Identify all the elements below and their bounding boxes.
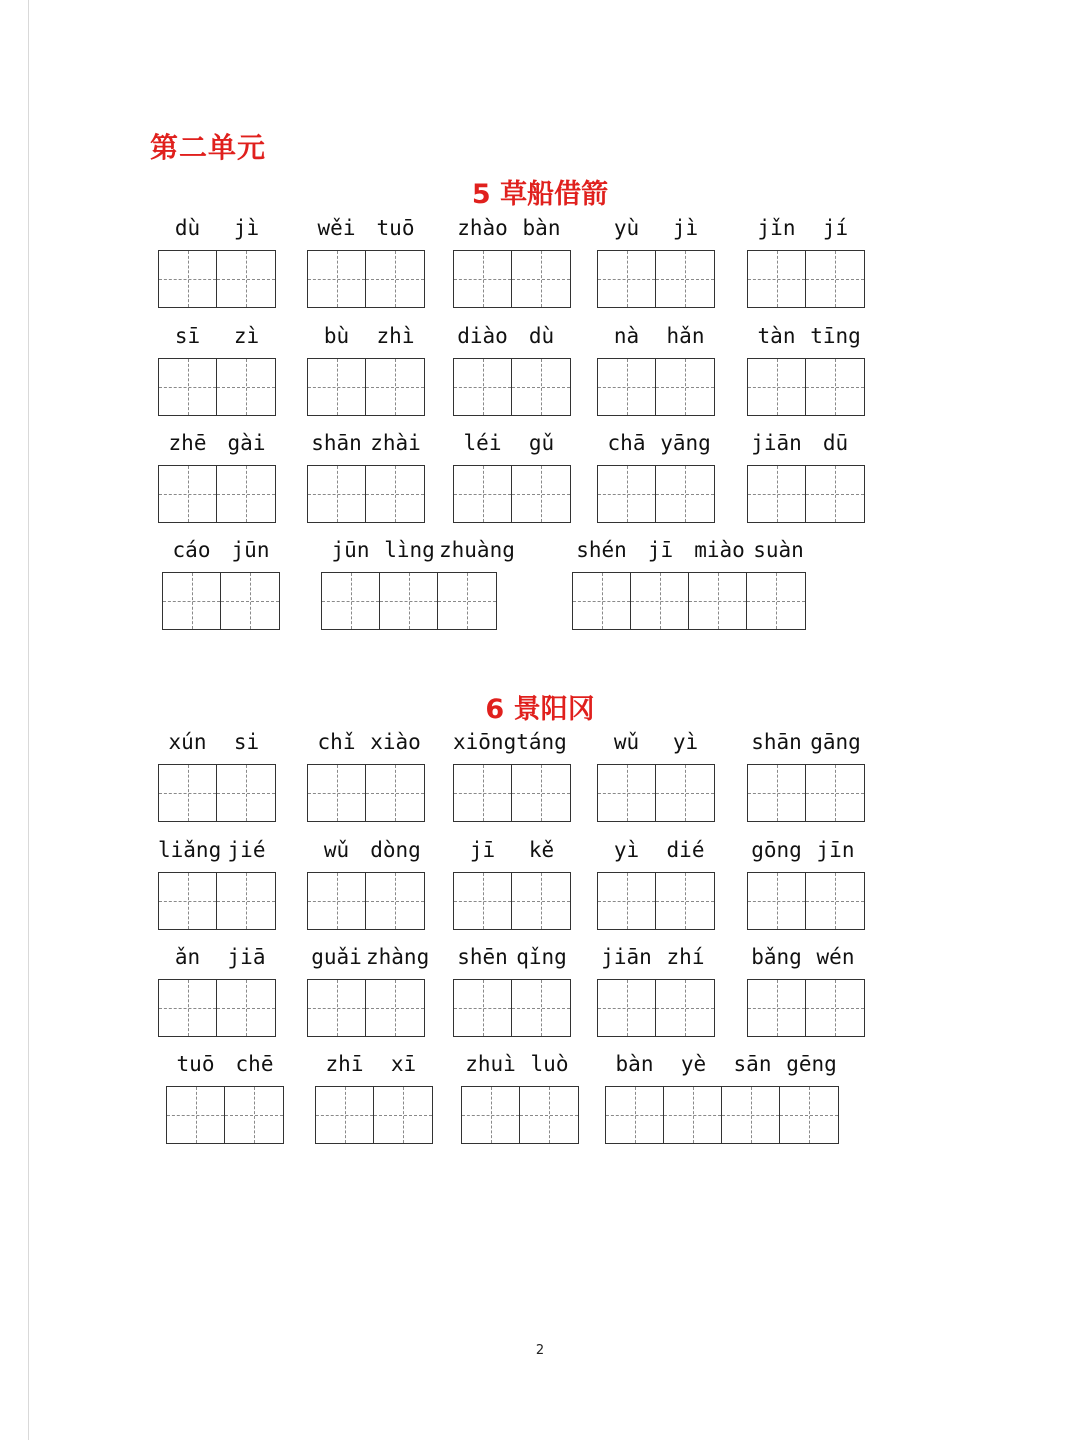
tianzige-cell[interactable]: [438, 573, 496, 629]
tianzige-cell[interactable]: [806, 873, 864, 929]
pinyin-label: [453, 216, 571, 246]
tianzige-cell[interactable]: [454, 466, 512, 522]
character-writing-grid: [747, 872, 865, 930]
tianzige-cell[interactable]: [598, 873, 656, 929]
pinyin-syllable: ǎn: [174, 945, 201, 969]
tianzige-cell[interactable]: [689, 573, 747, 629]
pinyin-syllable: sān: [733, 1052, 772, 1076]
character-writing-grid: [597, 979, 715, 1037]
pinyin-syllable: hǎn: [666, 324, 705, 348]
pinyin-syllable: jì: [233, 216, 260, 240]
character-writing-grid: [605, 1086, 839, 1144]
pinyin-label: [597, 216, 715, 246]
pinyin-syllable: wǔ: [323, 838, 350, 862]
tianzige-cell[interactable]: [159, 873, 217, 929]
pinyin-label: [158, 216, 276, 246]
pinyin-label: [747, 431, 865, 461]
tianzige-cell[interactable]: [366, 359, 424, 415]
tianzige-cell[interactable]: [308, 251, 366, 307]
character-writing-grid: [597, 872, 715, 930]
pinyin-label: [307, 945, 430, 975]
pinyin-label: [307, 431, 425, 461]
pinyin-syllable: jiān: [601, 945, 652, 969]
pinyin-syllable: miào: [694, 538, 745, 562]
character-writing-grid: [572, 572, 806, 630]
pinyin-syllable: dù: [174, 216, 201, 240]
exercise-row: [0, 730, 1080, 830]
tianzige-cell[interactable]: [221, 573, 279, 629]
character-writing-grid: [162, 572, 280, 630]
pinyin-label: [747, 216, 865, 246]
character-writing-grid: [747, 764, 865, 822]
character-writing-grid: [597, 250, 715, 308]
tianzige-cell[interactable]: [366, 765, 424, 821]
tianzige-cell[interactable]: [454, 359, 512, 415]
pinyin-label: [307, 216, 425, 246]
page-number: 2: [535, 1343, 545, 1358]
tianzige-cell[interactable]: [520, 1087, 578, 1143]
pinyin-syllable: nà: [613, 324, 640, 348]
character-writing-grid: [166, 1086, 284, 1144]
pinyin-syllable: gōng: [751, 838, 802, 862]
pinyin-syllable: chǐ: [317, 730, 356, 754]
pinyin-syllable: shān: [311, 431, 362, 455]
pinyin-syllable: zhàng: [366, 945, 430, 969]
character-writing-grid: [747, 358, 865, 416]
pinyin-label: [747, 324, 865, 354]
tianzige-cell[interactable]: [747, 573, 805, 629]
pinyin-label: [158, 945, 276, 975]
pinyin-label: [453, 431, 571, 461]
pinyin-syllable: gāng: [810, 730, 861, 754]
tianzige-cell[interactable]: [598, 466, 656, 522]
tianzige-cell[interactable]: [573, 573, 631, 629]
tianzige-cell[interactable]: [748, 765, 806, 821]
character-writing-grid: [453, 358, 571, 416]
character-writing-grid: [158, 979, 276, 1037]
tianzige-cell[interactable]: [217, 980, 275, 1036]
pinyin-syllable: jūn: [331, 538, 370, 562]
tianzige-cell[interactable]: [598, 251, 656, 307]
pinyin-syllable: zhuàng: [439, 538, 515, 562]
character-writing-grid: [461, 1086, 579, 1144]
tianzige-cell[interactable]: [598, 765, 656, 821]
pinyin-syllable: jīn: [816, 838, 855, 862]
tianzige-cell[interactable]: [462, 1087, 520, 1143]
tianzige-cell[interactable]: [780, 1087, 838, 1143]
pinyin-label: [162, 538, 280, 568]
tianzige-cell[interactable]: [512, 873, 570, 929]
pinyin-syllable: zhài: [370, 431, 421, 455]
pinyin-label: [453, 730, 571, 760]
pinyin-label: [597, 324, 715, 354]
pinyin-syllable: luò: [530, 1052, 569, 1076]
tianzige-cell[interactable]: [159, 251, 217, 307]
pinyin-label: [158, 838, 276, 868]
tianzige-cell[interactable]: [748, 251, 806, 307]
tianzige-cell[interactable]: [217, 251, 275, 307]
pinyin-syllable: qǐng: [516, 945, 567, 969]
character-writing-grid: [307, 872, 425, 930]
pinyin-label: [747, 730, 865, 760]
pinyin-label: [453, 945, 571, 975]
exercise-row: [0, 838, 1080, 938]
tianzige-cell[interactable]: [366, 466, 424, 522]
tianzige-cell[interactable]: [656, 765, 714, 821]
pinyin-syllable: tuō: [376, 216, 415, 240]
tianzige-cell[interactable]: [217, 466, 275, 522]
character-writing-grid: [307, 764, 425, 822]
pinyin-label: [453, 324, 571, 354]
tianzige-cell[interactable]: [217, 873, 275, 929]
pinyin-syllable: táng: [516, 730, 567, 754]
pinyin-syllable: jié: [227, 838, 266, 862]
tianzige-cell[interactable]: [308, 466, 366, 522]
tianzige-cell[interactable]: [217, 765, 275, 821]
pinyin-syllable: tīng: [810, 324, 861, 348]
tianzige-cell[interactable]: [748, 980, 806, 1036]
pinyin-syllable: léi: [463, 431, 502, 455]
tianzige-cell[interactable]: [159, 359, 217, 415]
pinyin-label: [597, 730, 715, 760]
pinyin-label: [166, 1052, 284, 1082]
character-writing-grid: [307, 979, 425, 1037]
pinyin-syllable: jiān: [751, 431, 802, 455]
tianzige-cell[interactable]: [380, 573, 438, 629]
tianzige-cell[interactable]: [722, 1087, 780, 1143]
exercise-row: [0, 431, 1080, 531]
pinyin-syllable: bàn: [615, 1052, 654, 1076]
pinyin-label: [605, 1052, 841, 1082]
pinyin-syllable: tàn: [757, 324, 796, 348]
pinyin-syllable: jí: [822, 216, 849, 240]
pinyin-label: [747, 838, 865, 868]
pinyin-syllable: chā: [607, 431, 646, 455]
pinyin-label: [158, 431, 276, 461]
pinyin-syllable: dòng: [370, 838, 421, 862]
pinyin-syllable: yāng: [660, 431, 711, 455]
pinyin-label: [307, 730, 425, 760]
tianzige-cell[interactable]: [512, 359, 570, 415]
character-writing-grid: [158, 764, 276, 822]
pinyin-label: [597, 945, 715, 975]
character-writing-grid: [453, 465, 571, 523]
pinyin-label: [461, 1052, 579, 1082]
pinyin-syllable: jǐn: [757, 216, 796, 240]
tianzige-cell[interactable]: [225, 1087, 283, 1143]
pinyin-syllable: xún: [168, 730, 207, 754]
exercise-row: [0, 324, 1080, 424]
tianzige-cell[interactable]: [512, 765, 570, 821]
lesson-title: 5 草船借箭: [471, 179, 609, 210]
tianzige-cell[interactable]: [748, 466, 806, 522]
tianzige-cell[interactable]: [159, 980, 217, 1036]
tianzige-cell[interactable]: [806, 765, 864, 821]
pinyin-syllable: dù: [528, 324, 555, 348]
character-writing-grid: [321, 572, 497, 630]
pinyin-syllable: suàn: [753, 538, 804, 562]
tianzige-cell[interactable]: [308, 873, 366, 929]
tianzige-cell[interactable]: [454, 873, 512, 929]
pinyin-syllable: jì: [672, 216, 699, 240]
exercise-row: [0, 538, 1080, 638]
character-writing-grid: [453, 872, 571, 930]
pinyin-label: [597, 431, 715, 461]
tianzige-cell[interactable]: [598, 980, 656, 1036]
pinyin-syllable: chē: [235, 1052, 274, 1076]
pinyin-syllable: wén: [816, 945, 855, 969]
tianzige-cell[interactable]: [656, 359, 714, 415]
pinyin-syllable: wěi: [317, 216, 356, 240]
pinyin-syllable: yù: [613, 216, 640, 240]
tianzige-cell[interactable]: [308, 359, 366, 415]
character-writing-grid: [747, 979, 865, 1037]
pinyin-syllable: jī: [647, 538, 674, 562]
exercise-row: [0, 216, 1080, 316]
pinyin-label: [307, 838, 425, 868]
pinyin-syllable: zhào: [457, 216, 508, 240]
tianzige-cell[interactable]: [806, 359, 864, 415]
pinyin-syllable: guǎi: [311, 945, 362, 969]
pinyin-syllable: zhuì: [465, 1052, 516, 1076]
tianzige-cell[interactable]: [374, 1087, 432, 1143]
pinyin-syllable: zì: [233, 324, 260, 348]
pinyin-label: [158, 324, 276, 354]
pinyin-syllable: cáo: [172, 538, 211, 562]
tianzige-cell[interactable]: [366, 251, 424, 307]
unit-title: 第二单元: [150, 131, 267, 164]
pinyin-syllable: jī: [469, 838, 496, 862]
pinyin-syllable: tuō: [176, 1052, 215, 1076]
tianzige-cell[interactable]: [656, 251, 714, 307]
pinyin-label: [572, 538, 808, 568]
pinyin-syllable: bàn: [522, 216, 561, 240]
character-writing-grid: [307, 358, 425, 416]
exercise-row: [0, 945, 1080, 1045]
tianzige-cell[interactable]: [159, 466, 217, 522]
tianzige-cell[interactable]: [656, 466, 714, 522]
pinyin-syllable: xiào: [370, 730, 421, 754]
character-writing-grid: [747, 250, 865, 308]
tianzige-cell[interactable]: [664, 1087, 722, 1143]
pinyin-label: [747, 945, 865, 975]
pinyin-syllable: yè: [680, 1052, 707, 1076]
character-writing-grid: [315, 1086, 433, 1144]
character-writing-grid: [453, 979, 571, 1037]
character-writing-grid: [597, 764, 715, 822]
pinyin-syllable: shēn: [457, 945, 508, 969]
tianzige-cell[interactable]: [454, 980, 512, 1036]
pinyin-syllable: zhì: [376, 324, 415, 348]
pinyin-label: [321, 538, 515, 568]
lesson-title: 6 景阳冈: [485, 694, 595, 725]
pinyin-syllable: shén: [576, 538, 627, 562]
tianzige-cell[interactable]: [454, 251, 512, 307]
pinyin-syllable: wǔ: [613, 730, 640, 754]
pinyin-syllable: dū: [822, 431, 849, 455]
tianzige-cell[interactable]: [217, 359, 275, 415]
pinyin-syllable: dié: [666, 838, 705, 862]
pinyin-syllable: bǎng: [751, 945, 802, 969]
character-writing-grid: [747, 465, 865, 523]
tianzige-cell[interactable]: [316, 1087, 374, 1143]
tianzige-cell[interactable]: [748, 359, 806, 415]
pinyin-syllable: xī: [390, 1052, 417, 1076]
pinyin-syllable: gài: [227, 431, 266, 455]
character-writing-grid: [453, 764, 571, 822]
pinyin-syllable: gēng: [786, 1052, 837, 1076]
pinyin-syllable: zhī: [325, 1052, 364, 1076]
tianzige-cell[interactable]: [308, 765, 366, 821]
pinyin-label: [315, 1052, 433, 1082]
pinyin-syllable: shān: [751, 730, 802, 754]
pinyin-syllable: jūn: [231, 538, 270, 562]
pinyin-syllable: si: [233, 730, 260, 754]
pinyin-syllable: bù: [323, 324, 350, 348]
pinyin-label: [453, 838, 571, 868]
tianzige-cell[interactable]: [631, 573, 689, 629]
pinyin-label: [307, 324, 425, 354]
tianzige-cell[interactable]: [806, 466, 864, 522]
character-writing-grid: [453, 250, 571, 308]
tianzige-cell[interactable]: [167, 1087, 225, 1143]
tianzige-cell[interactable]: [748, 873, 806, 929]
pinyin-label: [158, 730, 276, 760]
tianzige-cell[interactable]: [163, 573, 221, 629]
pinyin-syllable: zhē: [168, 431, 207, 455]
tianzige-cell[interactable]: [656, 980, 714, 1036]
tianzige-cell[interactable]: [598, 359, 656, 415]
tianzige-cell[interactable]: [308, 980, 366, 1036]
pinyin-syllable: yì: [672, 730, 699, 754]
tianzige-cell[interactable]: [806, 251, 864, 307]
tianzige-cell[interactable]: [606, 1087, 664, 1143]
character-writing-grid: [597, 465, 715, 523]
tianzige-cell[interactable]: [322, 573, 380, 629]
pinyin-syllable: kě: [528, 838, 555, 862]
tianzige-cell[interactable]: [454, 765, 512, 821]
pinyin-label: [597, 838, 715, 868]
character-writing-grid: [158, 358, 276, 416]
tianzige-cell[interactable]: [159, 765, 217, 821]
tianzige-cell[interactable]: [512, 466, 570, 522]
pinyin-syllable: zhí: [666, 945, 705, 969]
pinyin-syllable: liǎng: [158, 838, 222, 862]
tianzige-cell[interactable]: [656, 873, 714, 929]
character-writing-grid: [307, 465, 425, 523]
tianzige-cell[interactable]: [366, 980, 424, 1036]
exercise-row: [0, 1052, 1080, 1152]
tianzige-cell[interactable]: [366, 873, 424, 929]
pinyin-syllable: yì: [613, 838, 640, 862]
character-writing-grid: [158, 250, 276, 308]
pinyin-syllable: jiā: [227, 945, 266, 969]
tianzige-cell[interactable]: [512, 251, 570, 307]
pinyin-syllable: gǔ: [528, 431, 555, 455]
pinyin-syllable: lìng: [384, 538, 435, 562]
character-writing-grid: [597, 358, 715, 416]
pinyin-syllable: xiōng: [453, 730, 517, 754]
tianzige-cell[interactable]: [806, 980, 864, 1036]
character-writing-grid: [307, 250, 425, 308]
pinyin-syllable: sī: [174, 324, 201, 348]
tianzige-cell[interactable]: [512, 980, 570, 1036]
character-writing-grid: [158, 465, 276, 523]
pinyin-syllable: diào: [457, 324, 508, 348]
character-writing-grid: [158, 872, 276, 930]
